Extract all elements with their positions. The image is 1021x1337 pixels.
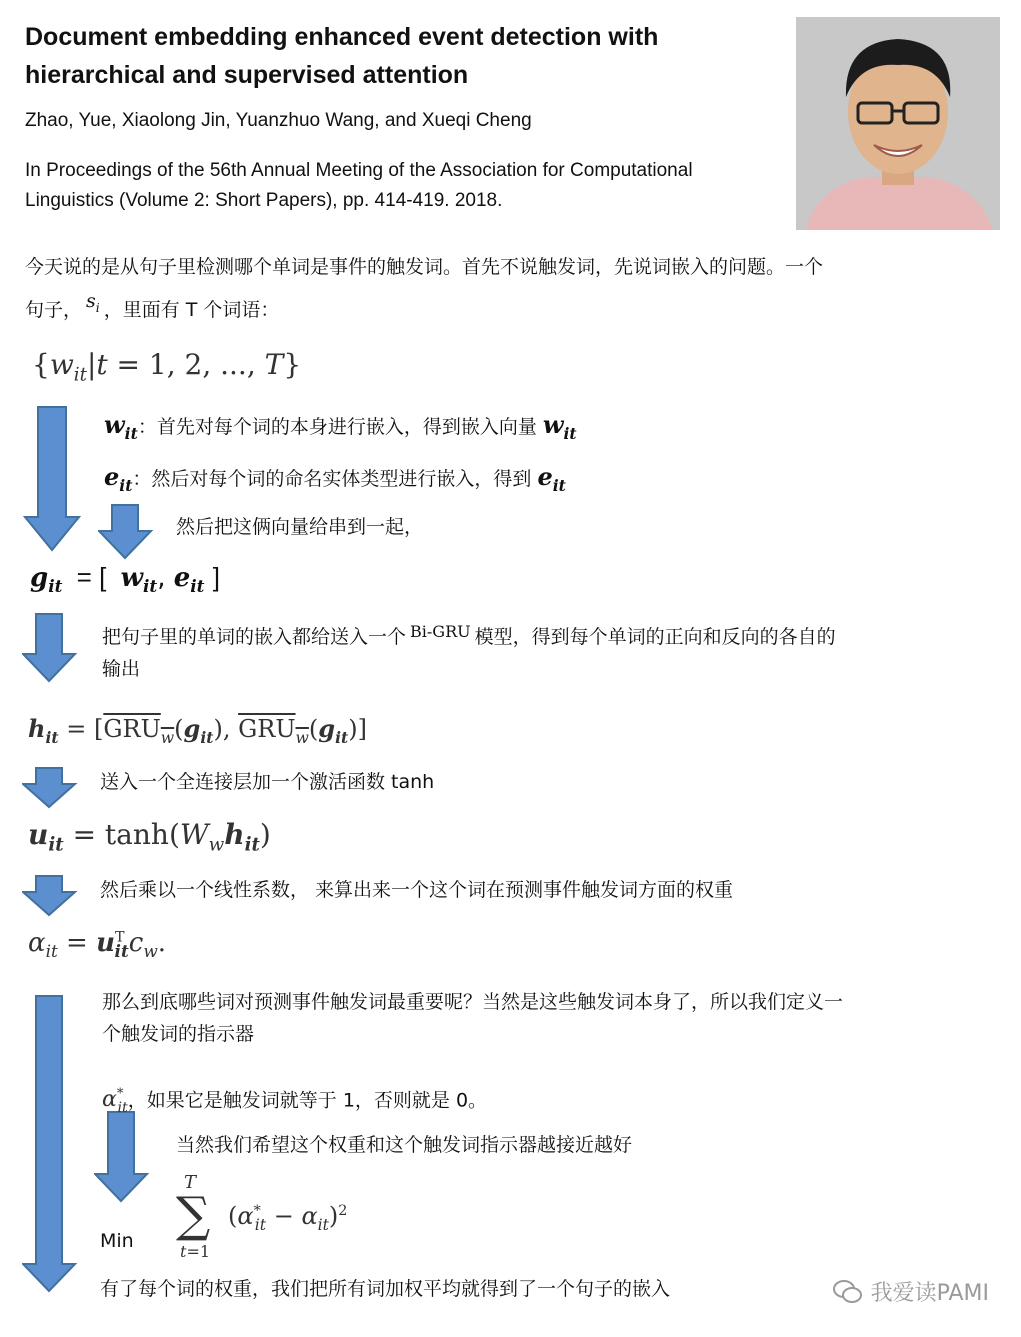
step-bigru-output: 输出 [102,658,141,680]
watermark-text: 我爱读PAMI [870,1281,989,1306]
math-si: $s_i$ [86,290,100,315]
step-final: 有了每个词的权重，我们把所有词加权平均就得到了一个句子的嵌入 [100,1278,671,1300]
formula-u-it: $u_{it} = \tanh(W_wh_{it})$ [28,818,271,856]
paper-authors: Zhao, Yue, Xiaolong Jin, Yuanzhuo Wang, and Xueqi Cheng [25,110,532,131]
watermark [833,1276,989,1307]
wechat-icon [833,1279,863,1305]
intro-line-2-b: ，里面有 T 个词语： [103,299,280,321]
math-e-it: $e_{it}$ [104,462,133,495]
step-question-2: 个触发词的指示器 [102,1023,255,1045]
step-hope: 当然我们希望这个权重和这个触发词指示器越接近越好 [176,1134,633,1156]
formula-alpha-it: $\alpha_{it} = u^T_{it}c_w$. [28,928,167,962]
formula-h-it: $h_{it} = [GRU_w(g_{it})$, $GRU_w(g_{it})$] [28,714,367,747]
intro-line-1: 今天说的是从句子里检测哪个单词是事件的触发词。首先不说触发词，先说词嵌入的问题。一个 [25,256,824,278]
math-e-it: $e_{it}$ [537,462,566,495]
math-w-it: $w_{it}$ [104,410,138,443]
arrow-down-icon [22,612,78,684]
step-question-1: 那么到底哪些词对预测事件触发词最重要呢？当然是这些触发词本身了，所以我们定义一 [102,991,844,1013]
min-label: Min [100,1230,134,1252]
arrow-down-icon [94,1110,150,1204]
formula-min-sum: T ∑ t=1 $(\alpha^*_{it} - \alpha_{it})^2$ [176,1172,348,1261]
formula-g-it: $g_{it}$ = [ $w_{it}$, $e_{it}$ ] [30,562,220,597]
arrow-down-icon [22,405,82,553]
arrow-down-icon [22,994,78,1294]
math-alpha-star: $\alpha^*_{it}$ [102,1087,128,1116]
author-portrait-icon [796,17,1000,230]
arrow-down-icon [98,503,154,561]
arrow-down-icon [22,766,78,810]
formula-word-set: {$w_{it}|t = 1$, 2, ..., T} [32,348,302,386]
step-indicator: $\alpha^*_{it}$，如果它是触发词就等于 1，否则就是 0。 [102,1087,488,1116]
author-photo [796,17,1000,230]
arrow-down-icon [22,874,78,918]
step-weight: 然后乘以一个线性系数， 来算出来一个这个词在预测事件触发词方面的权重 [100,879,734,901]
step-word-embedding: $w_{it}$：首先对每个词的本身进行嵌入，得到嵌入向量 $w_{it}$ [104,410,577,443]
step-concat: 然后把这俩向量给串到一起， [176,516,424,538]
intro-line-2 [25,290,280,332]
paper-title: Document embedding enhanced event detection with hierarchical and supervised attention [25,23,659,89]
math-w-it: $w_{it}$ [542,410,577,443]
step-bigru: 把句子里的单词的嵌入都给送入一个 $^{Bi-GRU}$ 模型，得到每个单词的正向和反向的各自的 [102,622,836,648]
step-fc: 送入一个全连接层加一个激活函数 tanh [100,771,435,793]
intro-line-2-a: 句子， [25,299,83,321]
paper-venue: In Proceedings of the 56th Annual Meeting of the Association for Computational Linguistics (Volume 2: Short Papers), pp. 414-419. 2018. [25,160,693,211]
bigru-model-label: Bi-GRU [410,622,471,641]
step-entity-embedding: $e_{it}$：然后对每个词的命名实体类型进行嵌入，得到 $e_{it}$ [104,462,566,495]
